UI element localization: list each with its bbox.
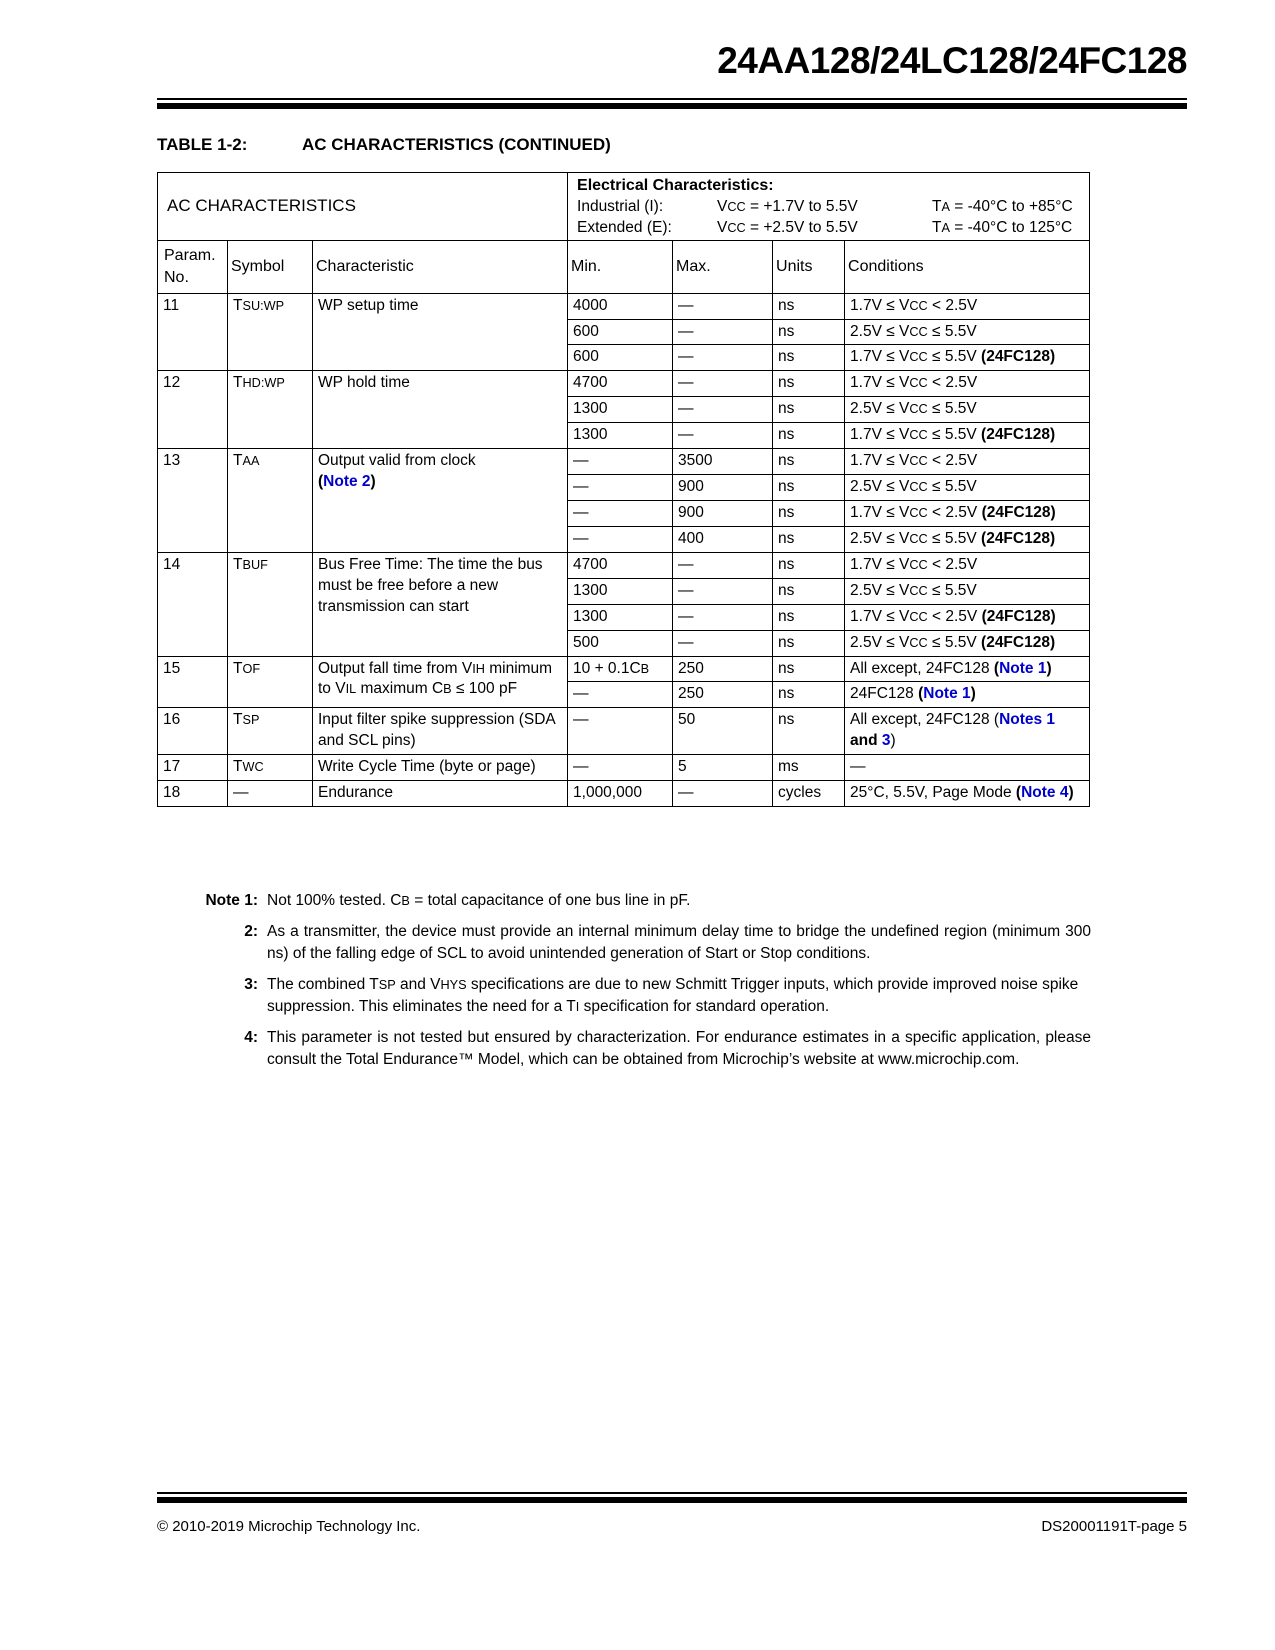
cell-units: ns: [773, 708, 845, 755]
cell-units: ns: [773, 319, 845, 345]
cell-units: ns: [773, 449, 845, 475]
footer-rule: [157, 1492, 1187, 1503]
cell-units: ns: [773, 604, 845, 630]
band-title: AC CHARACTERISTICS: [158, 173, 568, 241]
cell-symbol: TWC: [228, 755, 313, 781]
cell-units: ns: [773, 371, 845, 397]
cell-min: —: [568, 501, 673, 527]
table-row: [158, 708, 1090, 755]
cell-min: 4700: [568, 371, 673, 397]
table-header-row: [158, 241, 1090, 293]
cell-min: 500: [568, 630, 673, 656]
cell-units: ns: [773, 293, 845, 319]
col-header-characteristic: Characteristic: [313, 241, 568, 293]
cell-conditions: 2.5V ≤ VCC ≤ 5.5V: [845, 319, 1090, 345]
cell-symbol: TSP: [228, 708, 313, 755]
cell-units: ns: [773, 630, 845, 656]
cell-param-no: 16: [158, 708, 228, 755]
electrical-heading: Electrical Characteristics:: [577, 177, 774, 194]
cell-conditions: 25°C, 5.5V, Page Mode (Note 4): [845, 781, 1090, 807]
note-ref-link[interactable]: Note 2: [323, 473, 371, 491]
cell-max: —: [673, 630, 773, 656]
cell-units: ns: [773, 501, 845, 527]
note-ref-link[interactable]: 3: [881, 732, 891, 750]
cell-min: —: [568, 755, 673, 781]
cell-param-no: 12: [158, 371, 228, 449]
cell-min: 600: [568, 345, 673, 371]
cell-conditions: 1.7V ≤ VCC < 2.5V: [845, 449, 1090, 475]
cell-min: 1300: [568, 604, 673, 630]
cell-min: 1,000,000: [568, 781, 673, 807]
cell-max: —: [673, 552, 773, 578]
cell-units: ns: [773, 423, 845, 449]
col-header-param-no: Param. No.: [158, 241, 228, 293]
col-header-conditions: Conditions: [845, 241, 1090, 293]
col-header-min: Min.: [568, 241, 673, 293]
cell-min: 4700: [568, 552, 673, 578]
cell-max: —: [673, 293, 773, 319]
table-row: [158, 656, 1090, 682]
cell-symbol: TOF: [228, 656, 313, 708]
cell-conditions: 2.5V ≤ VCC ≤ 5.5V (24FC128): [845, 526, 1090, 552]
cell-characteristic: Output fall time from VIH minimum to VIL maximum CB ≤ 100 pF: [313, 656, 568, 708]
cell-max: 3500: [673, 449, 773, 475]
cell-min: —: [568, 526, 673, 552]
cell-symbol: THD:WP: [228, 371, 313, 449]
col-header-units: Units: [773, 241, 845, 293]
cell-conditions: 1.7V ≤ VCC < 2.5V (24FC128): [845, 604, 1090, 630]
cell-units: ns: [773, 682, 845, 708]
cell-characteristic: Write Cycle Time (byte or page): [313, 755, 568, 781]
cell-min: 1300: [568, 397, 673, 423]
electrical-characteristics: [568, 173, 1090, 241]
cell-conditions: 1.7V ≤ VCC ≤ 5.5V (24FC128): [845, 423, 1090, 449]
cell-min: —: [568, 449, 673, 475]
cell-max: —: [673, 319, 773, 345]
note-item-1: [186, 890, 1091, 912]
cell-max: 900: [673, 475, 773, 501]
cell-conditions: 1.7V ≤ VCC ≤ 5.5V (24FC128): [845, 345, 1090, 371]
cell-units: ns: [773, 578, 845, 604]
cell-symbol: TAA: [228, 449, 313, 553]
table-caption-number: TABLE 1-2:: [157, 135, 248, 154]
note-ref-link[interactable]: Note 4: [1021, 784, 1069, 802]
col-header-symbol: Symbol: [228, 241, 313, 293]
cell-units: ns: [773, 345, 845, 371]
cell-conditions: 1.7V ≤ VCC < 2.5V (24FC128): [845, 501, 1090, 527]
cell-max: 900: [673, 501, 773, 527]
cell-min: —: [568, 475, 673, 501]
cell-characteristic: Endurance: [313, 781, 568, 807]
cell-conditions: 2.5V ≤ VCC ≤ 5.5V: [845, 475, 1090, 501]
table-row: [158, 755, 1090, 781]
cell-param-no: 11: [158, 293, 228, 371]
header-rule: [157, 98, 1187, 109]
cell-characteristic: WP hold time: [313, 371, 568, 449]
cell-param-no: 13: [158, 449, 228, 553]
col-header-max: Max.: [673, 241, 773, 293]
cell-min: 10 + 0.1CB: [568, 656, 673, 682]
cell-min: —: [568, 708, 673, 755]
table-row: [158, 781, 1090, 807]
cell-min: 1300: [568, 578, 673, 604]
cell-characteristic: Output valid from clock (Note 2): [313, 449, 568, 553]
cell-max: 250: [673, 656, 773, 682]
cell-units: cycles: [773, 781, 845, 807]
note-ref-link[interactable]: Note 1: [923, 685, 971, 703]
note-label-3: 3:: [244, 976, 258, 993]
footer-doc-id: DS20001191T-page 5: [1041, 1518, 1187, 1535]
cell-max: 5: [673, 755, 773, 781]
cell-conditions: —: [845, 755, 1090, 781]
table-row: [158, 293, 1090, 319]
table-caption-text: AC CHARACTERISTICS (CONTINUED): [302, 135, 611, 154]
cell-units: ns: [773, 526, 845, 552]
note-ref-link[interactable]: Note 1: [999, 659, 1047, 677]
table-row: [158, 449, 1090, 475]
note-label-4: 4:: [244, 1029, 258, 1046]
cell-max: —: [673, 604, 773, 630]
cell-max: —: [673, 345, 773, 371]
ac-characteristics-table: [157, 172, 1089, 807]
cell-symbol: —: [228, 781, 313, 807]
cell-conditions: 2.5V ≤ VCC ≤ 5.5V: [845, 397, 1090, 423]
page-title: 24AA128/24LC128/24FC128: [717, 40, 1187, 81]
cell-conditions: 1.7V ≤ VCC < 2.5V: [845, 293, 1090, 319]
table-caption: [157, 135, 611, 155]
cell-max: 400: [673, 526, 773, 552]
cell-param-no: 15: [158, 656, 228, 708]
cell-param-no: 18: [158, 781, 228, 807]
note-text-4: This parameter is not tested but ensured by characterization. For endurance estimates in a specific application, please consult the Total Endurance™ Model, which can be obtained from Microchip’s website at www.microchip.com.: [267, 1029, 1091, 1068]
cell-conditions: 24FC128 (Note 1): [845, 682, 1090, 708]
cell-conditions: 1.7V ≤ VCC < 2.5V: [845, 552, 1090, 578]
page-footer: [157, 1518, 1187, 1535]
cell-max: —: [673, 371, 773, 397]
cell-units: ns: [773, 656, 845, 682]
electrical-row: Industrial (I): VCC = +1.7V to 5.5V TA = -40°C to +85°C: [577, 197, 1073, 215]
footer-copyright: © 2010-2019 Microchip Technology Inc.: [157, 1518, 421, 1535]
note-text-3: The combined TSP and VHYS specifications are due to new Schmitt Trigger inputs, which provide improved noise spike suppression. This eliminates the need for a TI specification for standard operation.: [267, 976, 1079, 1015]
cell-units: ms: [773, 755, 845, 781]
note-text-2: As a transmitter, the device must provide an internal minimum delay time to bridge the undefined region (minimum 300 ns) of the falling edge of SCL to avoid unintended generation of Start or Stop conditions.: [267, 923, 1091, 962]
cell-max: —: [673, 781, 773, 807]
cell-min: 4000: [568, 293, 673, 319]
cell-param-no: 14: [158, 552, 228, 656]
cell-symbol: TSU:WP: [228, 293, 313, 371]
note-item-4: [186, 1027, 1091, 1071]
note-label-2: 2:: [244, 923, 258, 940]
cell-max: —: [673, 578, 773, 604]
cell-conditions: All except, 24FC128 (Notes 1 and 3): [845, 708, 1090, 755]
cell-characteristic: Input filter spike suppression (SDA and SCL pins): [313, 708, 568, 755]
note-item-3: [186, 974, 1091, 1018]
table-notes: [186, 890, 1091, 1080]
note-ref-link[interactable]: Notes 1: [999, 711, 1056, 729]
cell-min: 1300: [568, 423, 673, 449]
cell-symbol: TBUF: [228, 552, 313, 656]
cell-param-no: 17: [158, 755, 228, 781]
cell-max: —: [673, 397, 773, 423]
note-item-2: [186, 921, 1091, 965]
cell-characteristic: WP setup time: [313, 293, 568, 371]
cell-characteristic: Bus Free Time: The time the bus must be free before a new transmission can start: [313, 552, 568, 656]
cell-min: —: [568, 682, 673, 708]
cell-units: ns: [773, 552, 845, 578]
cell-min: 600: [568, 319, 673, 345]
table-row: [158, 552, 1090, 578]
cell-conditions: 2.5V ≤ VCC ≤ 5.5V: [845, 578, 1090, 604]
note-label-1: Note 1:: [205, 892, 258, 909]
electrical-row: Extended (E): VCC = +2.5V to 5.5V TA = -40°C to 125°C: [577, 218, 1073, 236]
cell-max: 50: [673, 708, 773, 755]
cell-max: —: [673, 423, 773, 449]
cell-units: ns: [773, 475, 845, 501]
table-row: [158, 371, 1090, 397]
cell-conditions: All except, 24FC128 (Note 1): [845, 656, 1090, 682]
cell-conditions: 2.5V ≤ VCC ≤ 5.5V (24FC128): [845, 630, 1090, 656]
note-text-1: Not 100% tested. CB = total capacitance of one bus line in pF.: [267, 892, 691, 909]
cell-max: 250: [673, 682, 773, 708]
cell-units: ns: [773, 397, 845, 423]
cell-conditions: 1.7V ≤ VCC < 2.5V: [845, 371, 1090, 397]
table-band-row: [158, 173, 1090, 241]
